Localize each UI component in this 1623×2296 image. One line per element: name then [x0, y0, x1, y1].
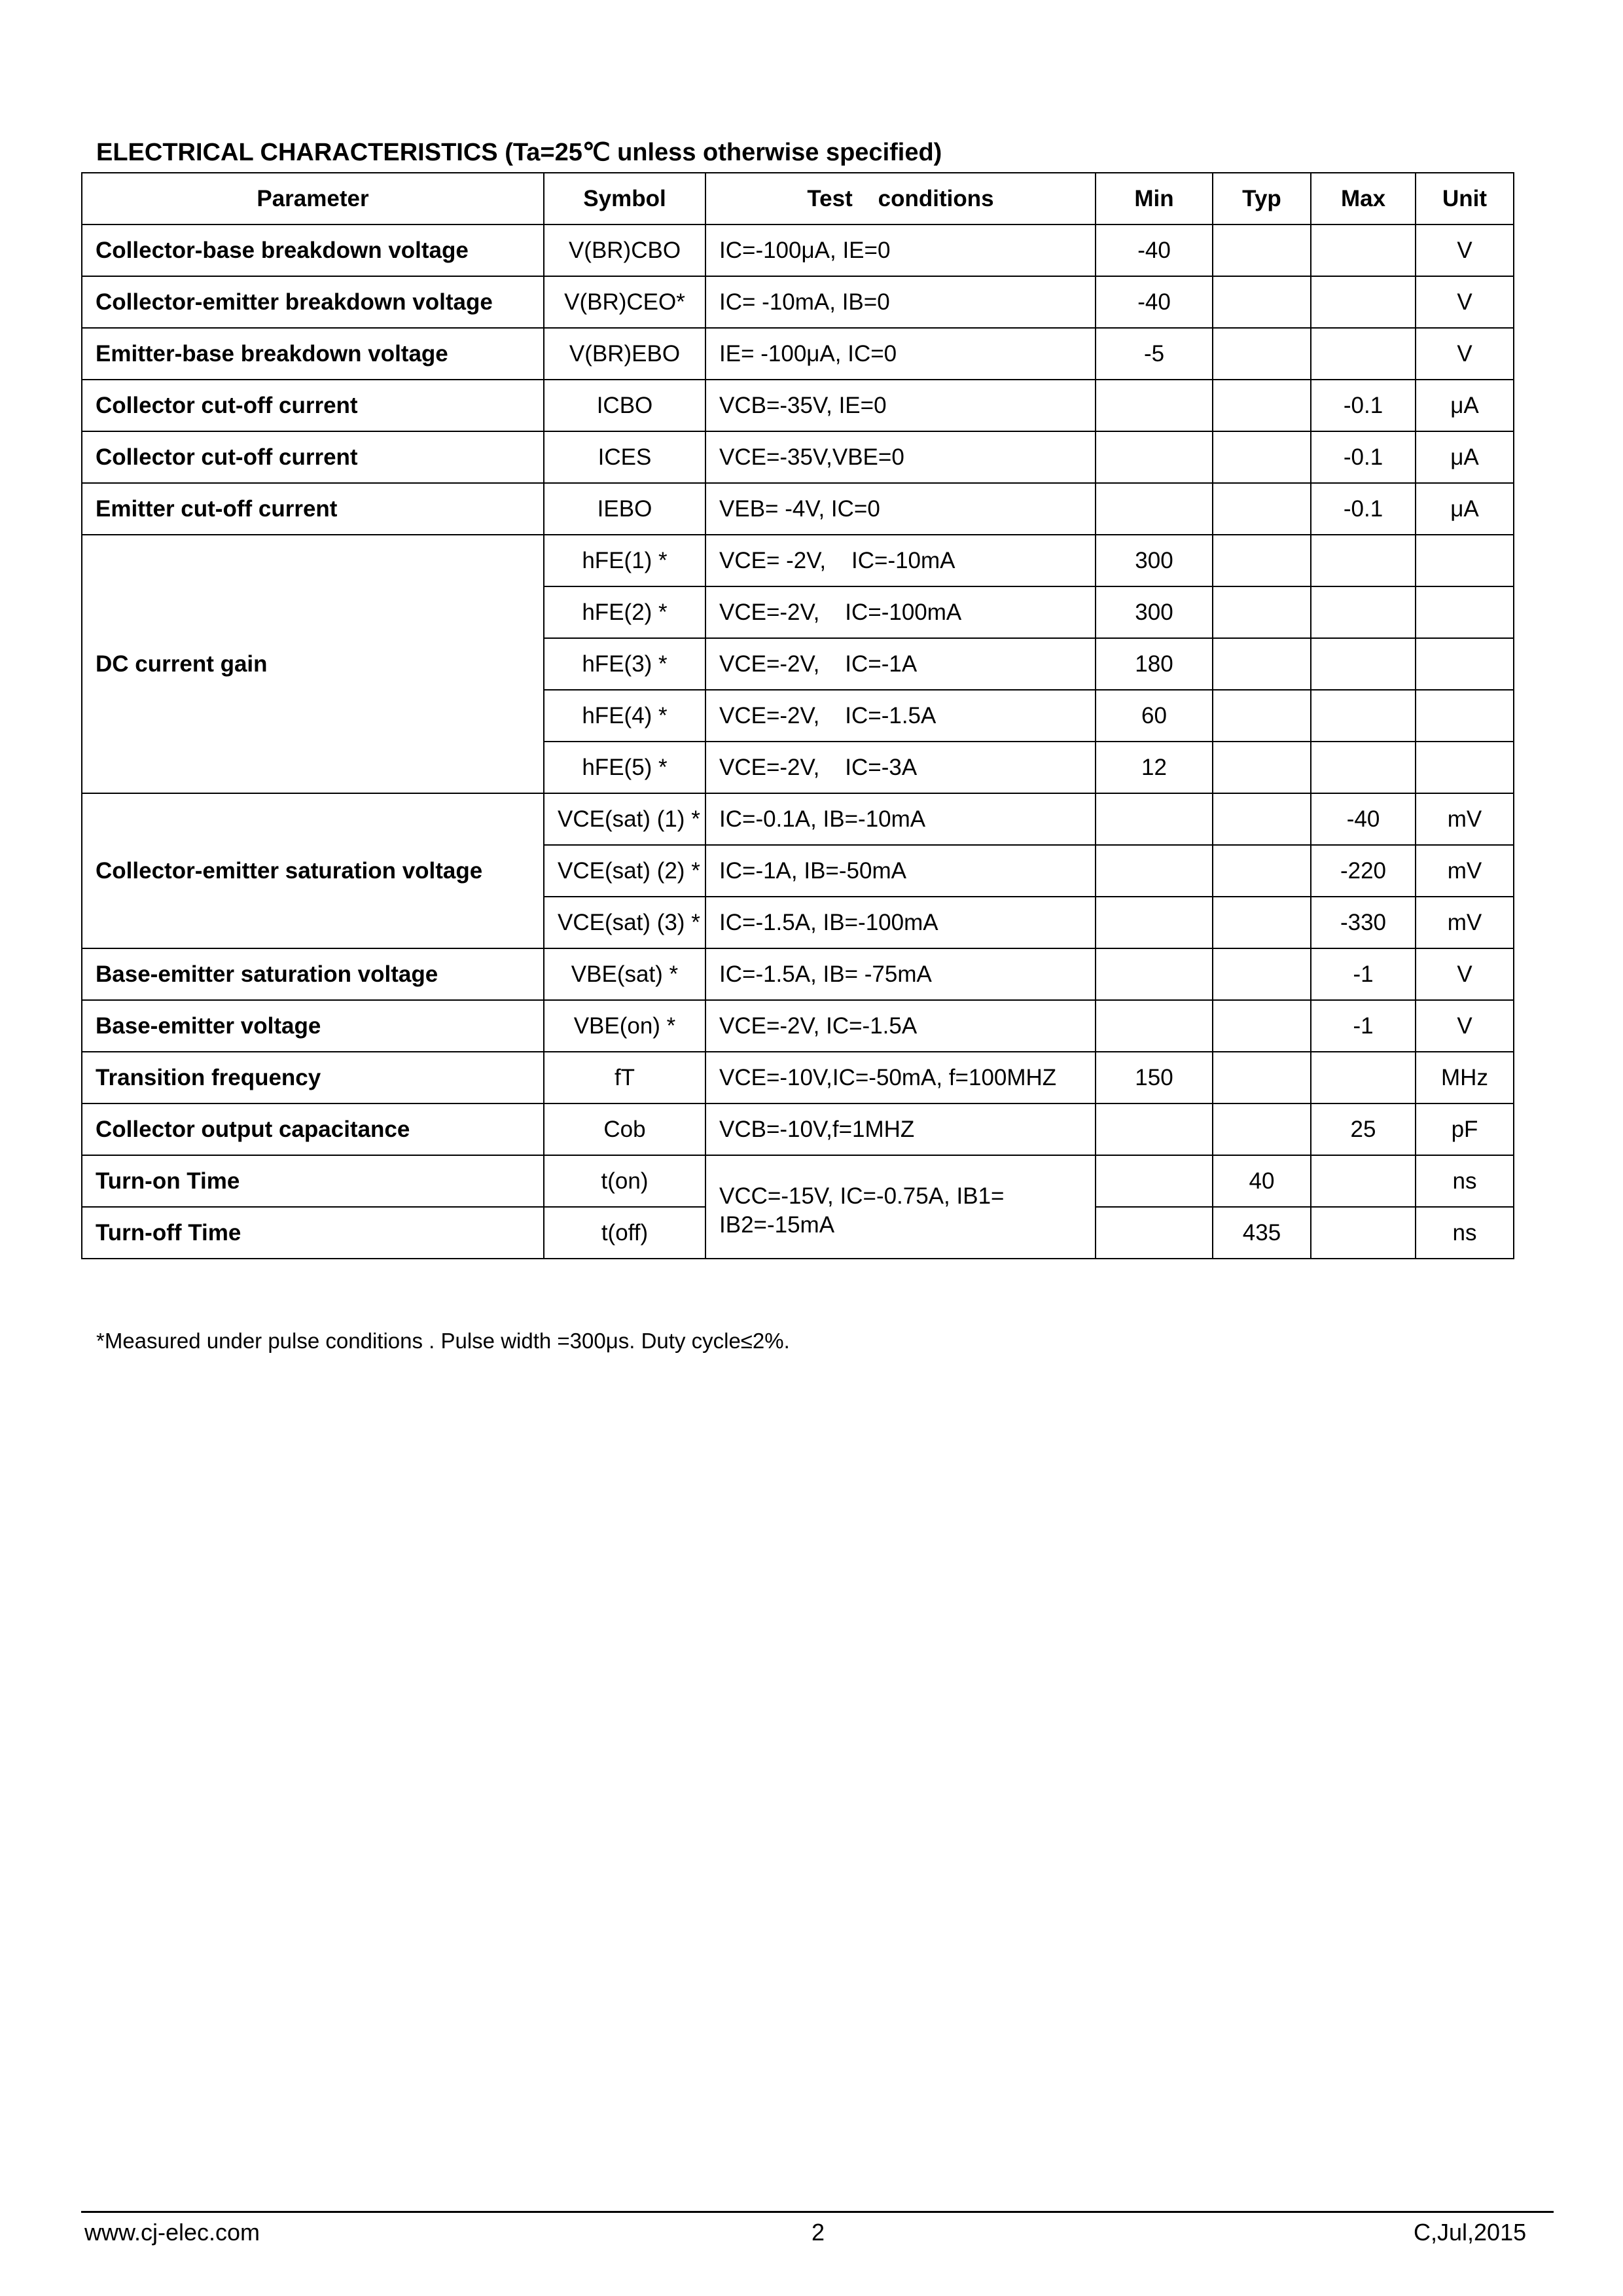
cell-unit: V: [1416, 224, 1514, 276]
cell-max: [1311, 1207, 1416, 1259]
cell-conditions: VCE=-35V,VBE=0: [705, 431, 1096, 483]
cell-parameter: Collector-base breakdown voltage: [82, 224, 544, 276]
table-row: [82, 535, 1514, 586]
cell-typ: [1213, 897, 1311, 948]
cell-symbol: V(BR)EBO: [544, 328, 705, 380]
cell-parameter: Collector cut-off current: [82, 431, 544, 483]
cell-min: 150: [1096, 1052, 1213, 1103]
cell-unit: [1416, 586, 1514, 638]
cell-symbol: Cob: [544, 1103, 705, 1155]
cell-symbol: t(on): [544, 1155, 705, 1207]
cell-max: -1: [1311, 948, 1416, 1000]
cell-symbol: VCE(sat) (3) *: [544, 897, 705, 948]
cell-typ: [1213, 380, 1311, 431]
cell-symbol: V(BR)CBO: [544, 224, 705, 276]
cell-unit: V: [1416, 948, 1514, 1000]
cell-unit: ns: [1416, 1155, 1514, 1207]
table-row: [82, 1000, 1514, 1052]
cell-symbol: hFE(1) *: [544, 535, 705, 586]
cell-min: -40: [1096, 224, 1213, 276]
cell-min: -40: [1096, 276, 1213, 328]
table-header-row: [82, 173, 1514, 224]
cell-symbol: hFE(4) *: [544, 690, 705, 742]
table-row: [82, 1103, 1514, 1155]
cell-min: [1096, 948, 1213, 1000]
cell-typ: [1213, 948, 1311, 1000]
cell-max: [1311, 1052, 1416, 1103]
cell-min: [1096, 431, 1213, 483]
cell-symbol: VCE(sat) (2) *: [544, 845, 705, 897]
cell-typ: [1213, 742, 1311, 793]
cell-parameter: Base-emitter saturation voltage: [82, 948, 544, 1000]
cell-min: [1096, 483, 1213, 535]
cell-unit: V: [1416, 276, 1514, 328]
cell-conditions: VCB=-10V,f=1MHZ: [705, 1103, 1096, 1155]
cell-min: [1096, 845, 1213, 897]
header-symbol: Symbol: [544, 173, 705, 224]
cell-max: -40: [1311, 793, 1416, 845]
cell-symbol: fT: [544, 1052, 705, 1103]
cell-min: 60: [1096, 690, 1213, 742]
footer-page-number: 2: [812, 2219, 825, 2246]
cell-unit: μA: [1416, 380, 1514, 431]
cell-unit: [1416, 535, 1514, 586]
cell-parameter: Collector cut-off current: [82, 380, 544, 431]
cell-max: [1311, 586, 1416, 638]
cell-symbol: hFE(3) *: [544, 638, 705, 690]
cell-unit: [1416, 690, 1514, 742]
cell-conditions: IC=-1.5A, IB=-100mA: [705, 897, 1096, 948]
cell-typ: [1213, 1052, 1311, 1103]
header-unit: Unit: [1416, 173, 1514, 224]
cell-symbol: VBE(sat) *: [544, 948, 705, 1000]
header-min: Min: [1096, 173, 1213, 224]
cell-typ: [1213, 276, 1311, 328]
table-row: [82, 948, 1514, 1000]
cell-min: 300: [1096, 535, 1213, 586]
cell-unit: [1416, 638, 1514, 690]
cell-parameter: Collector output capacitance: [82, 1103, 544, 1155]
cell-conditions: IC=-100μA, IE=0: [705, 224, 1096, 276]
cell-conditions: VCE= -2V, IC=-10mA: [705, 535, 1096, 586]
cell-unit: MHz: [1416, 1052, 1514, 1103]
cell-max: [1311, 1155, 1416, 1207]
header-conditions: Test conditions: [705, 173, 1096, 224]
cell-min: [1096, 1103, 1213, 1155]
cell-min: [1096, 1000, 1213, 1052]
cell-typ: [1213, 1103, 1311, 1155]
cell-conditions: VCE=-2V, IC=-1A: [705, 638, 1096, 690]
cell-min: 180: [1096, 638, 1213, 690]
cell-conditions: IE= -100μA, IC=0: [705, 328, 1096, 380]
cell-conditions: IC=-1.5A, IB= -75mA: [705, 948, 1096, 1000]
cell-unit: ns: [1416, 1207, 1514, 1259]
cell-max: [1311, 742, 1416, 793]
cell-symbol: IEBO: [544, 483, 705, 535]
cell-typ: [1213, 690, 1311, 742]
cell-min: [1096, 1207, 1213, 1259]
cell-unit: μA: [1416, 483, 1514, 535]
table-row: [82, 431, 1514, 483]
table-row: [82, 276, 1514, 328]
table-row: [82, 1155, 1514, 1207]
cell-symbol: ICES: [544, 431, 705, 483]
cell-max: [1311, 690, 1416, 742]
header-parameter: Parameter: [82, 173, 544, 224]
cell-parameter: Emitter cut-off current: [82, 483, 544, 535]
cell-unit: V: [1416, 328, 1514, 380]
cell-min: 300: [1096, 586, 1213, 638]
footer-divider: [81, 2211, 1554, 2213]
cell-max: [1311, 535, 1416, 586]
cell-conditions-switching: VCC=-15V, IC=-0.75A, IB1= IB2=-15mA: [705, 1155, 1096, 1259]
cell-max: [1311, 224, 1416, 276]
cell-parameter-dc-gain: DC current gain: [82, 535, 544, 793]
cell-min: [1096, 1155, 1213, 1207]
cell-min: [1096, 793, 1213, 845]
cell-conditions: IC= -10mA, IB=0: [705, 276, 1096, 328]
footer-website: www.cj-elec.com: [84, 2219, 260, 2246]
table-row: [82, 328, 1514, 380]
cell-parameter: Collector-emitter breakdown voltage: [82, 276, 544, 328]
header-max: Max: [1311, 173, 1416, 224]
cell-unit: μA: [1416, 431, 1514, 483]
table-row: [82, 224, 1514, 276]
cell-min: 12: [1096, 742, 1213, 793]
cell-min: [1096, 380, 1213, 431]
cell-max: [1311, 276, 1416, 328]
cell-conditions: VCE=-2V, IC=-3A: [705, 742, 1096, 793]
cell-typ: [1213, 793, 1311, 845]
cell-max: -1: [1311, 1000, 1416, 1052]
cell-parameter: Transition frequency: [82, 1052, 544, 1103]
cell-symbol: hFE(2) *: [544, 586, 705, 638]
footer-date: C,Jul,2015: [1414, 2219, 1527, 2246]
cell-unit: mV: [1416, 793, 1514, 845]
cell-conditions: VEB= -4V, IC=0: [705, 483, 1096, 535]
header-typ: Typ: [1213, 173, 1311, 224]
cell-typ: [1213, 586, 1311, 638]
cell-max: -0.1: [1311, 431, 1416, 483]
cell-typ: [1213, 1000, 1311, 1052]
cell-unit: V: [1416, 1000, 1514, 1052]
cell-parameter-sat-voltage: Collector-emitter saturation voltage: [82, 793, 544, 948]
cell-typ: [1213, 638, 1311, 690]
table-row: [82, 380, 1514, 431]
cell-max: -0.1: [1311, 380, 1416, 431]
electrical-characteristics-table: [81, 172, 1514, 1259]
cell-max: -220: [1311, 845, 1416, 897]
cell-typ: 435: [1213, 1207, 1311, 1259]
cell-symbol: ICBO: [544, 380, 705, 431]
cell-min: [1096, 897, 1213, 948]
cell-max: 25: [1311, 1103, 1416, 1155]
cell-conditions: VCE=-2V, IC=-100mA: [705, 586, 1096, 638]
cell-typ: [1213, 483, 1311, 535]
cell-parameter: Emitter-base breakdown voltage: [82, 328, 544, 380]
cell-max: [1311, 328, 1416, 380]
cell-conditions: VCE=-10V,IC=-50mA, f=100MHZ: [705, 1052, 1096, 1103]
cell-conditions: IC=-1A, IB=-50mA: [705, 845, 1096, 897]
cell-max: [1311, 638, 1416, 690]
cell-parameter: Turn-off Time: [82, 1207, 544, 1259]
cell-typ: [1213, 535, 1311, 586]
cell-min: -5: [1096, 328, 1213, 380]
page-title: ELECTRICAL CHARACTERISTICS (Ta=25℃ unless otherwise specified): [96, 139, 942, 166]
cell-symbol: V(BR)CEO*: [544, 276, 705, 328]
cell-unit: mV: [1416, 897, 1514, 948]
cell-unit: mV: [1416, 845, 1514, 897]
cell-unit: [1416, 742, 1514, 793]
cell-conditions: VCB=-35V, IE=0: [705, 380, 1096, 431]
cell-unit: pF: [1416, 1103, 1514, 1155]
cell-typ: [1213, 431, 1311, 483]
cell-typ: [1213, 224, 1311, 276]
cell-symbol: t(off): [544, 1207, 705, 1259]
cell-max: -0.1: [1311, 483, 1416, 535]
cell-max: -330: [1311, 897, 1416, 948]
table-row: [82, 483, 1514, 535]
cell-symbol: hFE(5) *: [544, 742, 705, 793]
table-row: [82, 793, 1514, 845]
cell-typ: [1213, 845, 1311, 897]
cell-symbol: VBE(on) *: [544, 1000, 705, 1052]
cell-typ: 40: [1213, 1155, 1311, 1207]
cell-typ: [1213, 328, 1311, 380]
table-row: [82, 1052, 1514, 1103]
cell-conditions: IC=-0.1A, IB=-10mA: [705, 793, 1096, 845]
pulse-note: *Measured under pulse conditions . Pulse width =300μs. Duty cycle≤2%.: [96, 1329, 790, 1353]
cell-parameter: Base-emitter voltage: [82, 1000, 544, 1052]
cell-symbol: VCE(sat) (1) *: [544, 793, 705, 845]
cell-conditions: VCE=-2V, IC=-1.5A: [705, 690, 1096, 742]
cell-conditions: VCE=-2V, IC=-1.5A: [705, 1000, 1096, 1052]
cell-parameter: Turn-on Time: [82, 1155, 544, 1207]
